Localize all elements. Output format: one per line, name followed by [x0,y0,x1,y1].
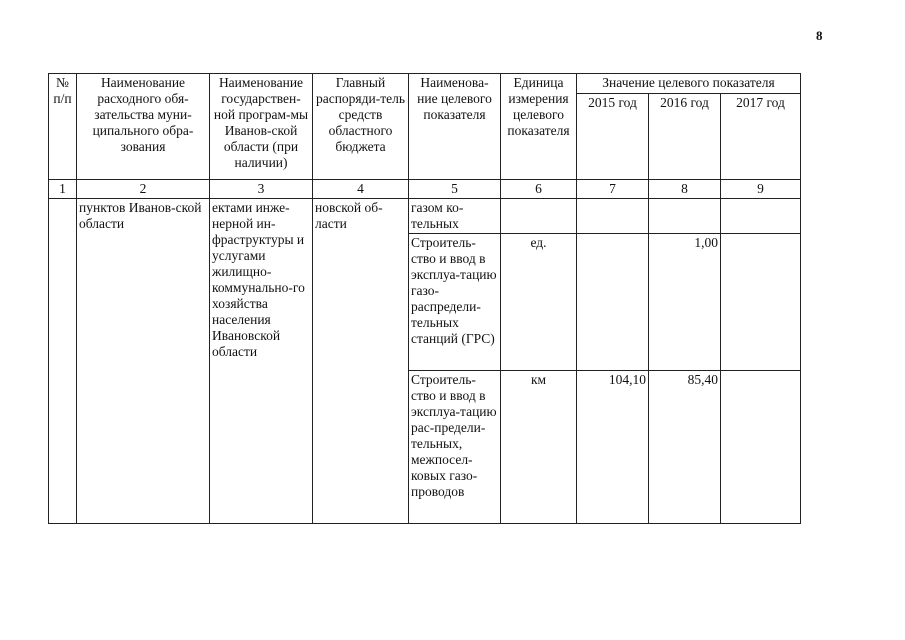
target-indicators-table [48,73,801,524]
cell-num [49,199,77,524]
header-obligation: Наименование расходного обя-зательства муни-ципального обра-зования [77,74,210,180]
cell-indicator: Строитель-ство и ввод в эксплуа-тацию рас-предели-тельных, межпосел-ковых газо-проводов [409,371,501,524]
cell-unit: км [501,371,577,524]
cell-obligation: пунктов Иванов-ской области [77,199,210,524]
column-numbers-row [49,180,801,199]
header-num: № п/п [49,74,77,180]
header-year-2017: 2017 год [721,94,801,180]
header-row [49,74,801,94]
header-year-2016: 2016 год [649,94,721,180]
header-indicator: Наименова-ние целевого показателя [409,74,501,180]
column-number: 2 [77,180,210,199]
cell-value-2016: 85,40 [649,371,721,524]
cell-program: ектами инже-нерной ин-фраструктуры и услугами жилищно-коммунально-го хозяйства населения Ивановской области [210,199,313,524]
header-unit: Единица измерения целевого показателя [501,74,577,180]
column-number: 4 [313,180,409,199]
column-number: 3 [210,180,313,199]
header-program: Наименование государствен-ной програм-мы Иванов-ской области (при наличии) [210,74,313,180]
cell-unit: ед. [501,234,577,371]
cell-value-2015: 104,10 [577,371,649,524]
cell-value-2016 [649,199,721,234]
header-year-2015: 2015 год [577,94,649,180]
column-number: 5 [409,180,501,199]
page-number: 8 [816,28,823,43]
cell-manager: новской об-ласти [313,199,409,524]
cell-unit [501,199,577,234]
table-row [49,199,801,234]
cell-value-2015 [577,234,649,371]
cell-indicator: газом ко-тельных [409,199,501,234]
column-number: 7 [577,180,649,199]
column-number: 9 [721,180,801,199]
column-number: 1 [49,180,77,199]
header-manager: Главный распоряди-тель средств областного бюджета [313,74,409,180]
cell-value-2015 [577,199,649,234]
cell-value-2017 [721,371,801,524]
cell-value-2017 [721,199,801,234]
cell-value-2017 [721,234,801,371]
column-number: 8 [649,180,721,199]
cell-value-2016: 1,00 [649,234,721,371]
column-number: 6 [501,180,577,199]
header-value-group: Значение целевого показателя [577,74,801,94]
cell-indicator: Строитель-ство и ввод в эксплуа-тацию газо-распредели-тельных станций (ГРС) [409,234,501,371]
